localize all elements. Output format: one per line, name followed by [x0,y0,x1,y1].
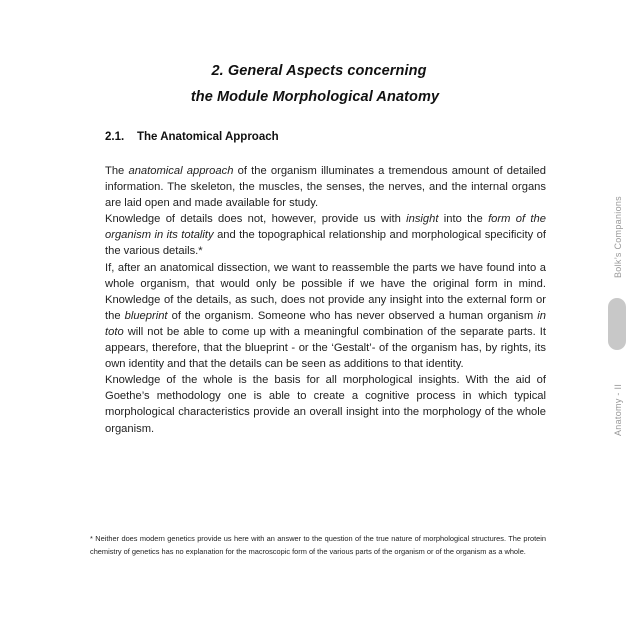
text-run: The [105,165,129,177]
emphasis-text: form of the organism in its totality [105,213,546,242]
chapter-title-line2: the Module Morphological Anatomy [190,89,440,105]
text-run: If, after an anatomical dissection, we want to reassemble the parts we have found into a whole organism, that would only be possible if we have the original form in mind. Knowledge of the details, as such, does not provide any insight into the external form or the [105,261,546,322]
section-heading [105,131,279,143]
body-text [105,163,546,437]
footnote: * Neither does modern genetics provide us here with an answer to the question of the true nature of morphological structures. The protein chemistry of genetics has no explanation for the macroscopic form of the various parts of the organism or of the organism as a whole. [90,534,546,556]
sidebar-chapter-label: Anatomy - II [613,383,623,436]
sidebar-series-label: Bolk’s Companions [613,196,623,278]
text-run: and the topographical relationship and morphological specificity of the various details.* [105,229,546,258]
emphasis-text: insight [406,213,439,226]
paragraph-1 [105,163,546,211]
text-run: will not be able to come up with a meaningful combination of the separate parts. It appears, therefore, that the blueprint - or the ‘Gestalt’- of the organism has, by rights, its own identity and that the details can be seen as additions to that identity. [105,325,546,371]
text-run: into the [438,213,489,226]
emphasis-text: anatomical approach [128,165,234,177]
emphasis-text: blueprint [124,309,168,322]
chapter-title-line1: 2. General Aspects concerning [211,63,427,79]
text-run: Knowledge of details does not, however, provide us with [105,213,407,226]
section-number: 2.1. [105,131,125,143]
paragraph-3 [105,260,546,373]
emphasis-text: in toto [105,309,546,338]
paragraph-4: Knowledge of the whole is the basis for all morphological insights. With the aid of Goethe’s methodology one is able to create a cognitive process in which typical morphological characteristics provide an overall insight into the morphology of the whole organism. [105,374,546,435]
text-run: of the organism. Someone who has never observed a human organism [167,309,538,322]
section-title: The Anatomical Approach [137,131,279,143]
side-tab-area [606,196,632,470]
side-tab-marker [608,298,626,350]
text-run: of the organism illuminates a tremendous amount of detailed information. The skeleton, the muscles, the senses, the nerves, and the internal organs are laid open and made available for study. [105,165,546,210]
paragraph-2 [105,211,546,259]
